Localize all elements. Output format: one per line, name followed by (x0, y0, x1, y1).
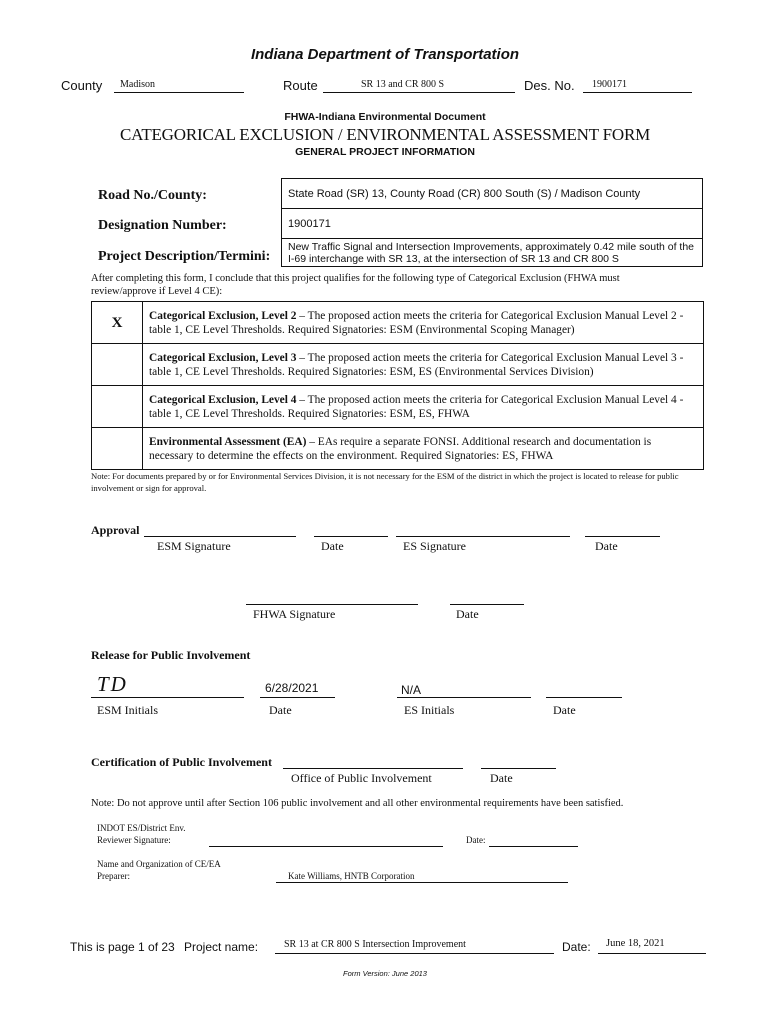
route-value: SR 13 and CR 800 S (361, 79, 445, 90)
release-date-line[interactable] (260, 697, 335, 698)
ce-options-table (91, 301, 704, 470)
reviewer-date-label: Date: (466, 835, 486, 845)
preparer-label-2: Preparer: (97, 871, 130, 881)
road-county-label: Road No./County: (98, 188, 207, 203)
option-text: – The proposed action meets the criteria for Categorical Exclusion Manual Level 3 - table 1, CE Level Thresholds. Required Signatories: ESM, ES (Environmental Services Division) (149, 351, 684, 378)
desno-label: Des. No. (524, 78, 575, 93)
doc-type: FHWA-Indiana Environmental Document (284, 111, 486, 123)
project-name-label: Project name: (184, 940, 259, 954)
fhwa-signature-line[interactable] (246, 604, 418, 605)
county-label: County (61, 78, 103, 93)
project-name-value: SR 13 at CR 800 S Intersection Improvement (284, 939, 466, 950)
office-label: Office of Public Involvement (291, 771, 432, 785)
note-106: Note: Do not approve until after Section 106 public involvement and all other environmental requirements have been satisfied. (91, 798, 624, 809)
es-initials-value: N/A (401, 683, 422, 697)
checkbox-ce-level-3[interactable] (92, 344, 143, 386)
road-county-value[interactable]: State Road (SR) 13, County Road (CR) 800 South (S) / Madison County (282, 179, 703, 209)
desno-value: 1900171 (592, 79, 627, 90)
es-initials-label: ES Initials (404, 703, 455, 717)
reviewer-signature-line[interactable] (209, 846, 443, 847)
project-info-table (281, 178, 703, 267)
reviewer-label-2: Reviewer Signature: (97, 835, 171, 845)
approval-date1-line[interactable] (314, 536, 388, 537)
checkbox-ce-level-4[interactable] (92, 386, 143, 428)
preparer-line[interactable] (276, 882, 568, 883)
es-signature-line[interactable] (396, 536, 570, 537)
option-ce-level-3 (92, 344, 704, 386)
release-date2-line[interactable] (546, 697, 622, 698)
option-text: – The proposed action meets the criteria for Categorical Exclusion Manual Level 2 - table 1, CE Level Thresholds. Required Signatories: ESM (Environmental Scoping Manager) (149, 309, 684, 336)
agency-title: Indiana Department of Transportation (250, 46, 520, 63)
esm-signature-line[interactable] (144, 536, 296, 537)
office-signature-line[interactable] (283, 768, 463, 769)
reviewer-label-1: INDOT ES/District Env. (97, 823, 186, 833)
option-text: – The proposed action meets the criteria for Categorical Exclusion Manual Level 4 - table 1, CE Level Thresholds. Required Signatories: ESM, ES, FHWA (149, 393, 684, 420)
project-name-line[interactable] (275, 953, 554, 954)
option-ce-level-4 (92, 386, 704, 428)
option-title: Categorical Exclusion, Level 4 (149, 393, 297, 406)
approval-date2-line[interactable] (585, 536, 660, 537)
option-text: – EAs require a separate FONSI. Additional research and documentation is necessary to determine the effects on the environment. Required Signatories: ES, FHWA (149, 435, 652, 462)
preparer-label-1: Name and Organization of CE/EA (97, 859, 221, 869)
description-value[interactable]: New Traffic Signal and Intersection Improvements, approximately 0.42 mile south of the I-69 interchange with SR 13, at the intersection of SR 13 and CR 800 S (282, 239, 703, 267)
release-date2-label: Date (553, 703, 576, 717)
designation-label: Designation Number: (98, 218, 227, 233)
footer-date-line[interactable] (598, 953, 706, 954)
designation-value[interactable]: 1900171 (282, 209, 703, 239)
fhwa-date-line[interactable] (450, 604, 524, 605)
approval-date1-label: Date (321, 539, 344, 553)
release-label: Release for Public Involvement (91, 648, 251, 662)
footer-date-value: June 18, 2021 (606, 938, 665, 949)
section-title: GENERAL PROJECT INFORMATION (295, 146, 475, 158)
preparer-value: Kate Williams, HNTB Corporation (288, 871, 415, 881)
certification-date-line[interactable] (481, 768, 556, 769)
esm-signature-label: ESM Signature (157, 539, 231, 553)
route-field[interactable] (323, 92, 515, 93)
certification-label: Certification of Public Involvement (91, 755, 272, 769)
footer-date-label: Date: (562, 940, 591, 954)
esm-initials-label: ESM Initials (97, 703, 159, 717)
release-date-label: Date (269, 703, 292, 717)
approval-label: Approval (91, 523, 140, 537)
option-ce-level-2 (92, 302, 704, 344)
checkbox-ce-level-2[interactable]: X (92, 302, 143, 344)
es-initials-line[interactable] (397, 697, 531, 698)
fhwa-signature-label: FHWA Signature (253, 607, 336, 621)
option-ea (92, 428, 704, 470)
note-esm: Note: For documents prepared by or for Environmental Services Division, it is not necessary for the ESM of the district in which the project is located to release for public involvement or sign for approval. (91, 471, 679, 493)
fhwa-date-label: Date (456, 607, 479, 621)
county-field[interactable] (114, 92, 244, 93)
reviewer-date-line[interactable] (489, 846, 578, 847)
release-date-value: 6/28/2021 (265, 681, 319, 695)
form-version: Form Version: June 2013 (343, 969, 427, 978)
esm-initials-handwritten: TD (97, 672, 128, 696)
checkbox-ea[interactable] (92, 428, 143, 470)
route-label: Route (283, 78, 318, 93)
page-indicator: This is page 1 of 23 (70, 940, 175, 954)
certification-date-label: Date (490, 771, 513, 785)
esm-initials-line[interactable] (91, 697, 244, 698)
county-value: Madison (120, 79, 155, 90)
conclusion-text: After completing this form, I conclude that this project qualifies for the following type of Categorical Exclusion (FHWA must review/approve if Level 4 CE): (91, 273, 620, 297)
option-title: Categorical Exclusion, Level 3 (149, 351, 297, 364)
form-title: CATEGORICAL EXCLUSION / ENVIRONMENTAL ASSESSMENT FORM (119, 125, 651, 144)
option-title: Categorical Exclusion, Level 2 (149, 309, 297, 322)
approval-date2-label: Date (595, 539, 618, 553)
desno-field[interactable] (583, 92, 692, 93)
option-title: Environmental Assessment (EA) (149, 435, 307, 448)
es-signature-label: ES Signature (403, 539, 466, 553)
description-label: Project Description/Termini: (98, 249, 271, 264)
